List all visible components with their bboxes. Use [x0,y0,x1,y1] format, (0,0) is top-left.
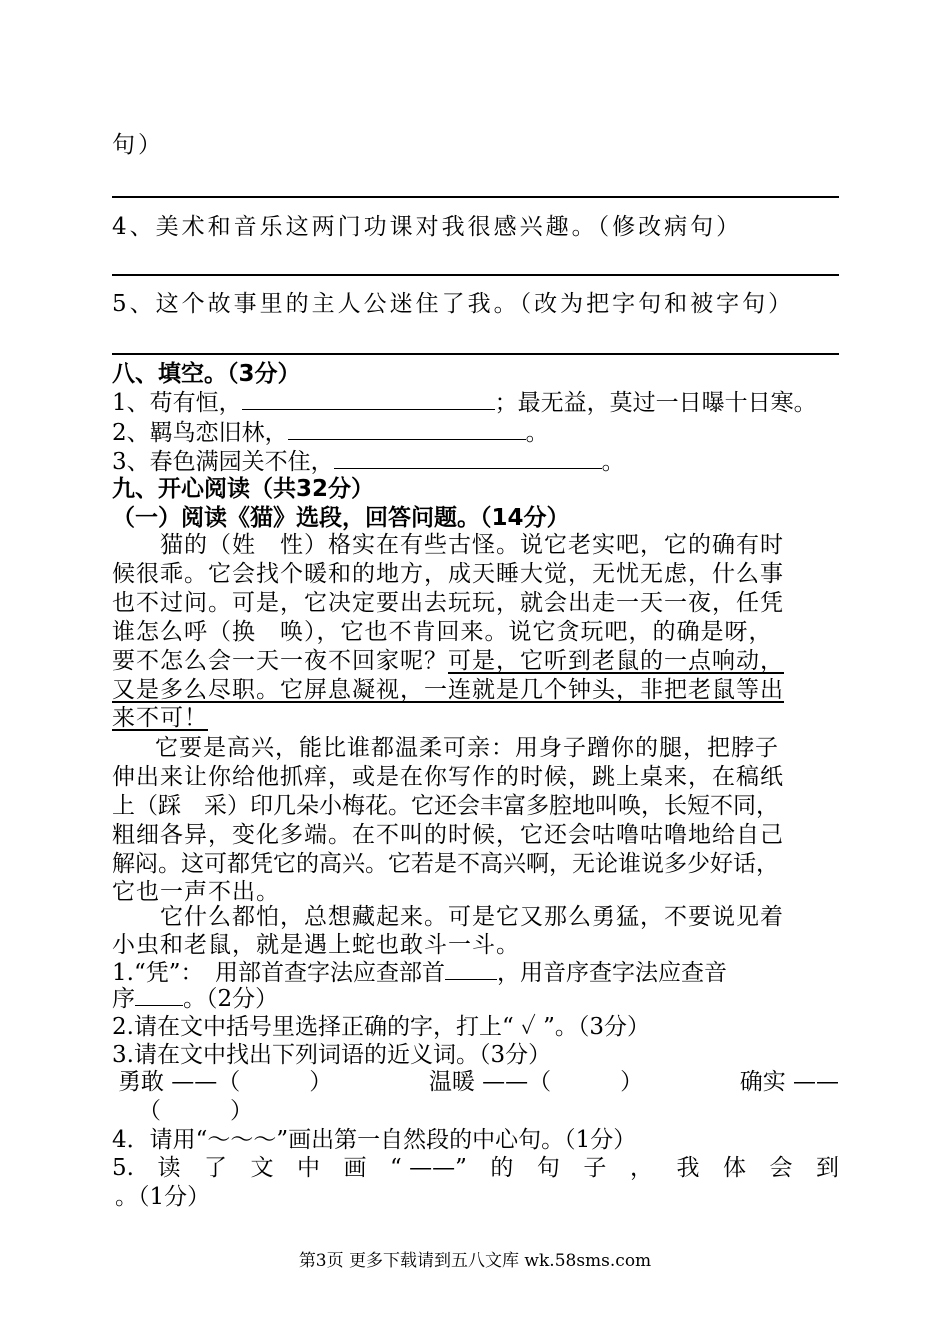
blank-line [445,959,497,980]
section-9-title: 九、开心阅读（共32分） [112,476,375,502]
q5-word: 子 [583,1155,607,1181]
passage-line: 它什么都怕，总想藏起来。可是它又那么勇猛，不要说见着 [160,904,784,930]
passage-line [112,646,784,676]
q1-text: 1.“凭”： 用部首查字法应查部首 [112,960,445,986]
synonym-row [118,1067,839,1097]
blank-line [135,985,183,1006]
synonym-indeed: 确实 —— [739,1069,839,1095]
reading-question-5 [112,1153,839,1183]
question-fragment: 句） [112,132,164,158]
section-8-title: 八、填空。（3分） [112,361,301,387]
q5-word: 中 [297,1155,321,1181]
synonym-warm: 温暖 ——（ ） [428,1069,644,1095]
reading-question-4: 4．请用“～～～”画出第一自然段的中心句。（1分） [112,1127,637,1153]
fill-blank-1-prefix: 1、苟有恒， [112,390,242,416]
synonym-brave: 勇敢 ——（ ） [118,1069,333,1095]
reading-subtitle: （一）阅读《猫》选段，回答问题。（14分） [112,505,570,531]
question-5: 5、这个故事里的主人公迷住了我。（改为把字句和被字句） [112,291,795,317]
q1-text-3: 序 [112,986,135,1012]
reading-question-2: 2.请在文中括号里选择正确的字，打上“ ✓ ”。（3分） [112,1014,651,1040]
fill-blank-2-suffix: 。 [525,420,549,446]
synonym-answer: （ ） [138,1098,253,1124]
q5-word: 5. [112,1155,134,1181]
fill-blank-3-suffix: 。 [601,449,625,475]
fill-blank-1-suffix: ；最无益，莫过一日曝十日寒。 [494,390,817,416]
blank-line [334,448,602,469]
q5-word: “ ——” [390,1155,467,1181]
question-4: 4、美术和音乐这两门功课对我很感兴趣。（修改病句） [112,214,743,240]
answer-line [112,274,839,276]
q5-word: 了 [203,1155,227,1181]
passage-line: 它也一声不出。 [112,879,280,905]
q5-word: 体 [722,1155,746,1181]
passage-line: 解闷。这可都凭它的高兴。它若是不高兴啊，无论谁说多少好话， [112,851,779,877]
underlined-sentence: 可是，它听到老鼠的一点响动， [448,648,784,674]
fill-blank-2 [112,418,549,448]
q5-word: 的 [490,1155,514,1181]
fill-blank-3 [112,447,625,477]
reading-question-1-cont [112,984,278,1014]
q5-word: 会 [769,1155,793,1181]
passage-line: 猫的（姓 性）格实在有些古怪。说它老实吧，它的确有时 [160,532,784,558]
q5-word: 句 [536,1155,560,1181]
passage-line: 小虫和老鼠，就是遇上蛇也敢斗一斗。 [112,932,520,958]
fill-blank-3-prefix: 3、春色满园关不住， [112,449,334,475]
answer-line [112,353,839,355]
underlined-sentence: 来不可！ [112,705,208,731]
q5-word: 画 [343,1155,367,1181]
passage-text: 要不怎么会一天一夜不回家呢？ [112,648,448,674]
q5-word: 文 [250,1155,274,1181]
fill-blank-2-prefix: 2、羁鸟恋旧林， [112,420,288,446]
passage-line: 粗细各异，变化多端。在不叫的时候，它还会咕噜咕噜地给自己 [112,822,784,848]
underlined-sentence: 又是多么尽职。它屏息凝视，一连就是几个钟头，非把老鼠等出 [112,677,784,703]
reading-question-3: 3.请在文中找出下列词语的近义词。（3分） [112,1042,552,1068]
passage-line: 也不过问。可是，它决定要出去玩玩，就会出走一天一夜，任凭 [112,590,784,616]
passage-line: 伸出来让你给他抓痒，或是在你写作的时候，跳上桌来，在稿纸 [112,764,784,790]
blank-line [242,389,495,410]
q5-word: ， [629,1155,653,1181]
passage-line: 候很乖。它会找个暖和的地方，成天睡大觉，无忧无虑，什么事 [112,561,784,587]
q5-word: 读 [157,1155,181,1181]
fill-blank-1 [112,388,817,418]
blank-line [288,419,526,440]
q5-word: 我 [676,1155,700,1181]
page-footer: 第3页 更多下载请到五八文库 wk.58sms.com [298,1251,652,1271]
q1-text-4: 。（2分） [183,986,279,1012]
q5-word: 到 [816,1155,839,1181]
passage-line: 它要是高兴，能比谁都温柔可亲：用身子蹭你的腿，把脖子 [155,735,779,761]
q1-text-2: ，用音序查字法应查音 [496,960,727,986]
reading-question-5-cont: 。（1分） [115,1184,211,1210]
passage-line: 上（踩 采）印几朵小梅花。它还会丰富多腔地叫唤，长短不同， [112,793,779,819]
passage-line: 谁怎么呼（换 唤），它也不肯回来。说它贪玩吧，的确是呀， [112,619,773,645]
answer-line [112,196,839,198]
